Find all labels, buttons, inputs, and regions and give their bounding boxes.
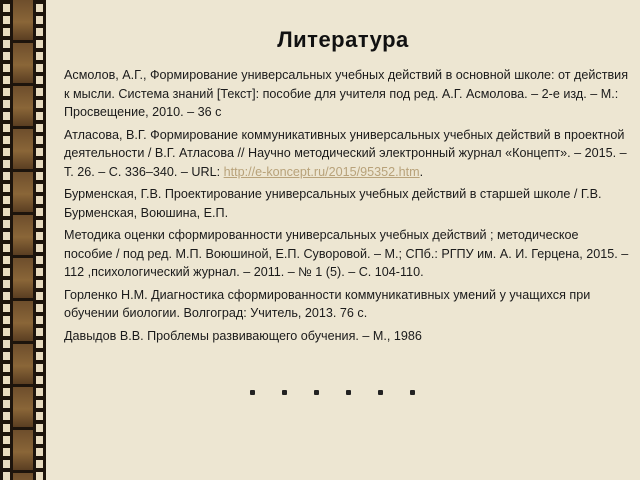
reference-text: Асмолов, А.Г., Формирование универсальных учебных действий в основной школе: от действия к мысли. Система знаний [Текст]: пособие для учителя под ред. А.Г. Асмолова. – 2-е изд. – М.: Просвещение, 2010. – 36 с	[64, 68, 629, 119]
dot	[410, 390, 415, 395]
reference-text: Методика оценки сформированности универсальных учебных действий ; методическое пособие / под ред. М.П. Воюшиной, Е.П. Суворовой. – М.; СПб.: РГПУ им. А. И. Герцена, 2015. – 112 ,психологический журнал. – 2011. – № 1 (5). – С. 104-110.	[64, 228, 629, 279]
reference-text: Горленко Н.М. Диагностика сформированности коммуникативных умений у учащихся при обучении биологии. Волгоград: Учитель, 2013. 76 с.	[64, 287, 591, 320]
filmstrip-rail-left	[3, 0, 10, 480]
dot	[282, 390, 287, 395]
filmstrip-rail-right	[36, 0, 43, 480]
filmstrip-frames	[13, 0, 33, 480]
reference-text: Атласова, В.Г. Формирование коммуникативных универсальных учебных действий в проектной деятельности / В.Г. Атласова // Научно методический электронный журнал «Концепт». – 2015. – Т. 26. – С. 336–340. – URL:	[64, 127, 627, 179]
reference-text: Давыдов В.В. Проблемы развивающего обучения. – М., 1986	[64, 328, 422, 343]
reference-item	[64, 66, 630, 122]
dot	[346, 390, 351, 395]
dot	[314, 390, 319, 395]
reference-text: Бурменская, Г.В. Проектирование универсальных учебных действий в старшей школе / Г.В. Бурменская, Воюшина, Е.П.	[64, 187, 602, 220]
reference-item	[64, 327, 630, 346]
reference-item	[64, 226, 630, 282]
reference-item	[64, 126, 630, 182]
filmstrip-decoration	[0, 0, 46, 480]
dot	[250, 390, 255, 395]
slide-title: Литература	[277, 26, 409, 52]
reference-suffix: .	[419, 164, 424, 179]
dot	[378, 390, 383, 395]
reference-item	[64, 286, 630, 323]
reference-link[interactable]: http://e-koncept.ru/2015/95352.htm	[223, 164, 420, 179]
reference-item	[64, 185, 630, 222]
reference-list	[64, 66, 630, 349]
decorative-dots	[250, 390, 415, 395]
